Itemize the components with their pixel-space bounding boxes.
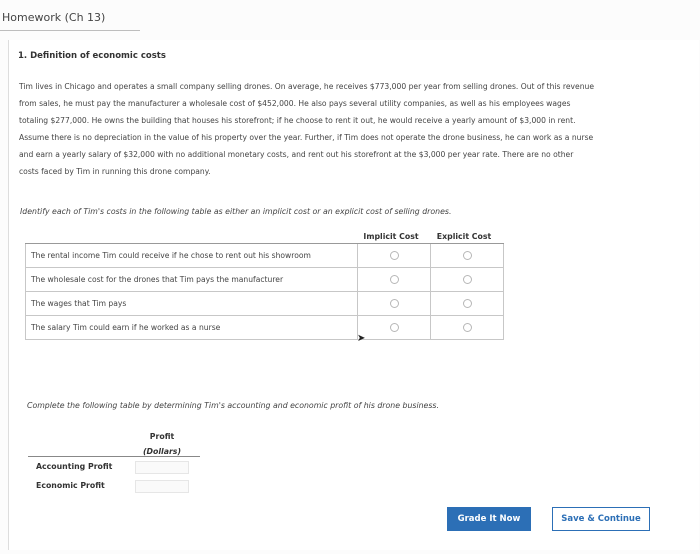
table-row — [26, 292, 504, 316]
explicit-cost-radio[interactable] — [463, 299, 472, 308]
explicit-cost-cell — [431, 316, 504, 340]
cost-description: The salary Tim could earn if he worked as a nurse — [26, 316, 358, 340]
explicit-cost-cell — [431, 244, 504, 268]
page-title: Homework (Ch 13) — [2, 11, 106, 24]
implicit-cost-header: Implicit Cost — [358, 230, 431, 244]
profit-column-header — [140, 429, 184, 459]
implicit-cost-cell — [358, 292, 431, 316]
implicit-cost-radio[interactable] — [390, 251, 399, 260]
intro-line: totaling $277,000. He owns the building that houses his storefront; if he choose to rent it out, he would receive a yearly amount of $3,000 in rent. — [19, 116, 576, 125]
implicit-cost-radio[interactable] — [390, 299, 399, 308]
explicit-cost-cell — [431, 268, 504, 292]
profit-table-instruction: Complete the following table by determining Tim's accounting and economic profit of his drone business. — [27, 401, 439, 410]
mouse-cursor-icon: ➤ — [357, 333, 366, 344]
cost-description: The wages that Tim pays — [26, 292, 358, 316]
question-intro — [19, 78, 669, 180]
intro-line: Tim lives in Chicago and operates a small company selling drones. On average, he receives $773,000 per year from selling drones. Out of this revenue — [19, 82, 595, 91]
implicit-cost-cell — [358, 268, 431, 292]
cost-description: The wholesale cost for the drones that Tim pays the manufacturer — [26, 268, 358, 292]
profit-table-divider — [28, 456, 200, 457]
save-and-continue-button[interactable]: Save & Continue — [552, 507, 650, 531]
explicit-cost-header: Explicit Cost — [431, 230, 504, 244]
cost-table-instruction: Identify each of Tim's costs in the following table as either an implicit cost or an explicit cost of selling drones. — [20, 207, 452, 216]
cost-classification-table — [25, 230, 504, 340]
intro-line: Assume there is no depreciation in the value of his property over the year. Further, if Tim does not operate the drone business, he can work as a nurse — [19, 133, 594, 142]
table-row — [26, 244, 504, 268]
implicit-cost-radio[interactable] — [390, 275, 399, 284]
intro-line: costs faced by Tim in running this drone company. — [19, 167, 211, 176]
implicit-cost-cell — [358, 244, 431, 268]
intro-line: from sales, he must pay the manufacturer a wholesale cost of $452,000. He also pays several utility companies, as well as his employees wages — [19, 99, 571, 108]
economic-profit-input[interactable] — [135, 480, 189, 493]
cost-description: The rental income Tim could receive if he chose to rent out his showroom — [26, 244, 358, 268]
accounting-profit-label: Accounting Profit — [36, 462, 113, 471]
profit-header-label: Profit — [149, 432, 175, 441]
question-title: 1. Definition of economic costs — [18, 51, 166, 61]
profit-header-unit: (Dollars) — [142, 447, 182, 456]
intro-line: and earn a yearly salary of $32,000 with no additional monetary costs, and rent out his storefront at the $3,000 per year rate. There are no other — [19, 150, 574, 159]
table-row — [26, 268, 504, 292]
explicit-cost-cell — [431, 292, 504, 316]
grade-it-now-button[interactable]: Grade It Now — [447, 507, 531, 531]
explicit-cost-radio[interactable] — [463, 323, 472, 332]
implicit-cost-cell — [358, 316, 431, 340]
accounting-profit-input[interactable] — [135, 461, 189, 474]
economic-profit-label: Economic Profit — [36, 481, 105, 490]
title-underline — [0, 30, 140, 31]
table-row — [26, 316, 504, 340]
cost-table-header-blank — [26, 230, 358, 244]
explicit-cost-radio[interactable] — [463, 275, 472, 284]
implicit-cost-radio[interactable] — [390, 323, 399, 332]
explicit-cost-radio[interactable] — [463, 251, 472, 260]
